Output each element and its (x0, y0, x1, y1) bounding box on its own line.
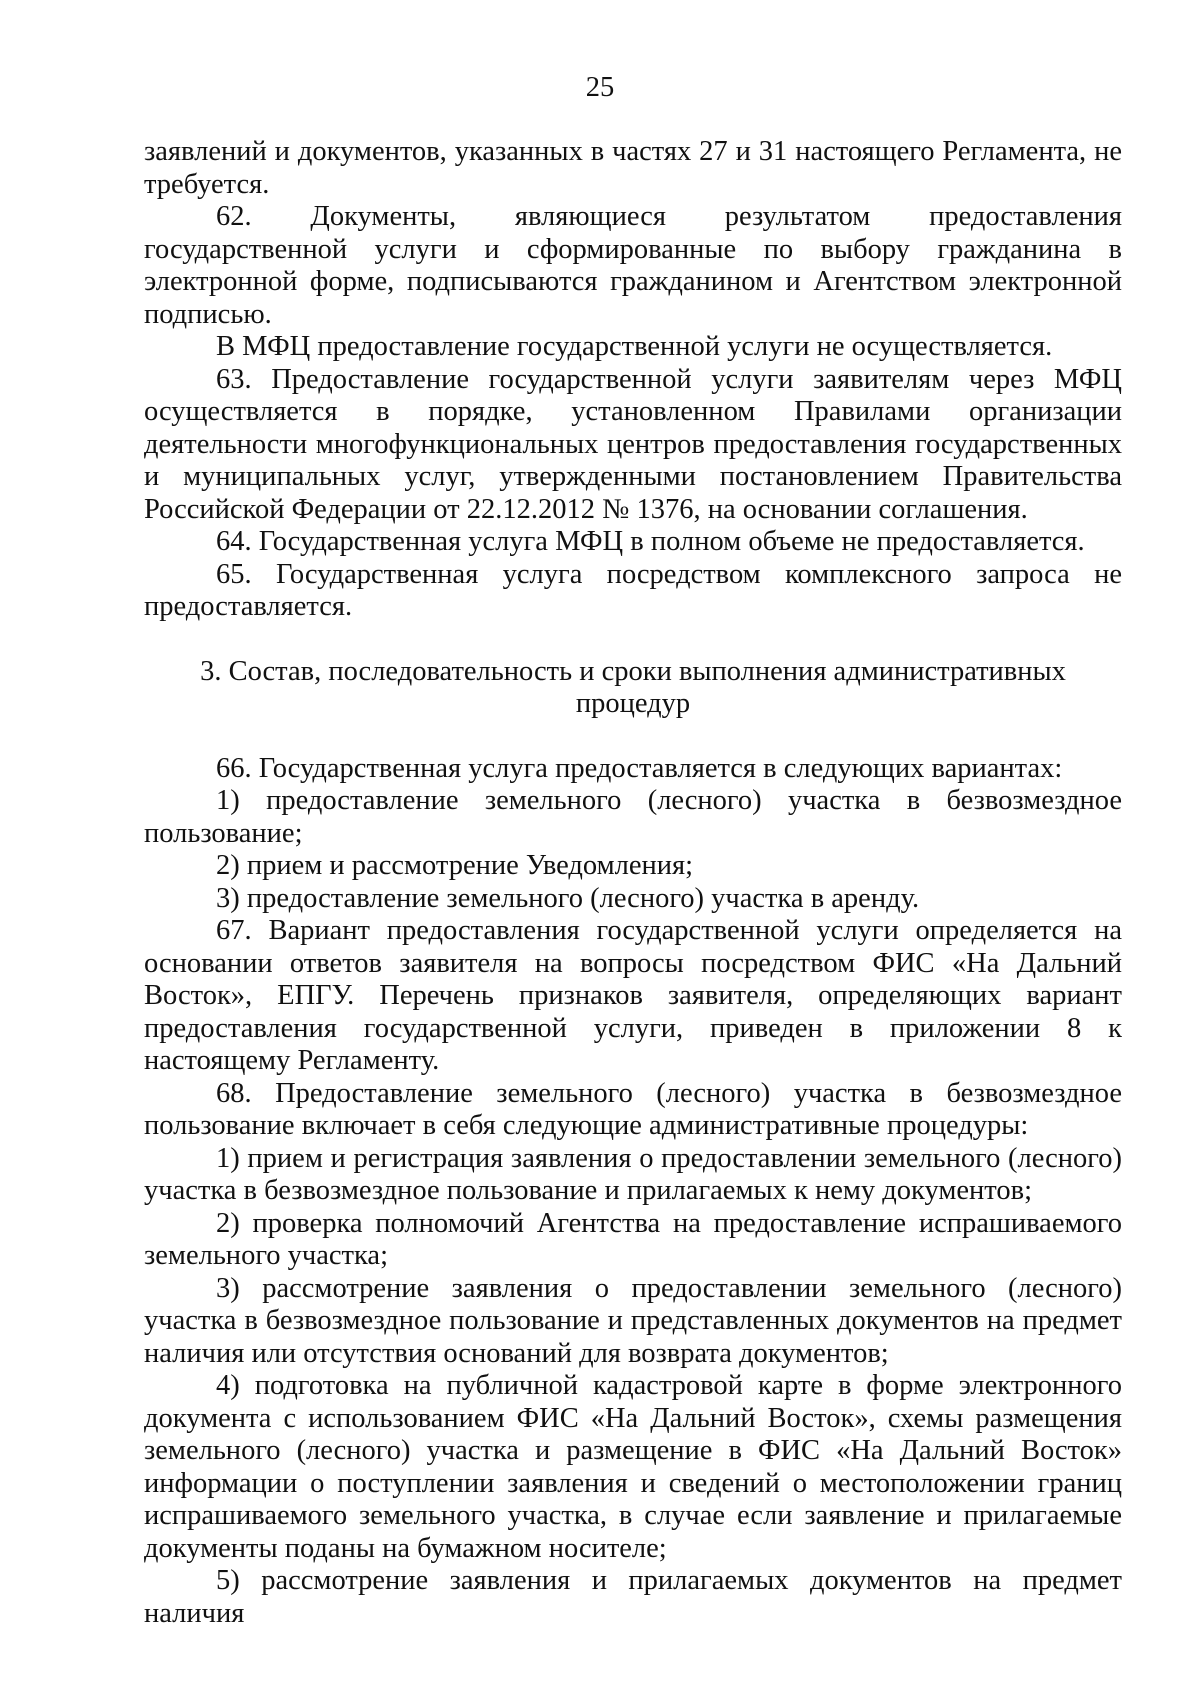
list-item-68-1: 1) прием и регистрация заявления о предоставлении земельного (лесного) участка в безвозмездное пользование и прилагаемых к нему документов; (144, 1142, 1122, 1206)
document-body (144, 136, 1122, 1630)
paragraph-mfc-note: В МФЦ предоставление государственной услуги не осуществляется. (216, 331, 1053, 362)
list-item-66-1: 1) предоставление земельного (лесного) участка в безвозмездное пользование; (144, 785, 1122, 849)
list-item-68-3: 3) рассмотрение заявления о предоставлении земельного (лесного) участка в безвозмездное пользование и представленных документов на предмет наличия или отсутствия оснований для возврата документов; (144, 1272, 1122, 1369)
paragraph-67: 67. Вариант предоставления государственной услуги определяется на основании ответов заявителя на вопросы посредством ФИС «На Дальний Восток», ЕПГУ. Перечень признаков заявителя, определяющих вариант предоставления государственной услуги, приведен в приложении 8 к настоящему Регламенту. (144, 915, 1122, 1076)
list-item-66-3: 3) предоставление земельного (лесного) участка в аренду. (216, 882, 920, 914)
paragraph-63: 63. Предоставление государственной услуги заявителям через МФЦ осуществляется в порядке, установленном Правилами организации деятельности многофункциональных центров предоставления государственных и муниципальных услуг, утвержденными постановлением Правительства Российской Федерации от 22.12.2012 № 1376, на основании соглашения. (144, 363, 1122, 525)
page-number: 25 (585, 72, 615, 103)
list-item-68-4: 4) подготовка на публичной кадастровой карте в форме электронного документа с использованием ФИС «На Дальний Восток», схемы размещения земельного (лесного) участка и размещение в ФИС «На Дальний Восток» информации о поступлении заявления и сведений о местоположении границ испрашиваемого земельного участка, в случае если заявление и прилагаемые документы поданы на бумажном носителе; (144, 1370, 1122, 1564)
paragraph-65: 65. Государственная услуга посредством комплексного запроса не предоставляется. (144, 558, 1122, 622)
list-item-66-2: 2) прием и рассмотрение Уведомления; (216, 850, 694, 881)
paragraph-62: 62. Документы, являющиеся результатом предоставления государственной услуги и сформированные по выбору гражданина в электронной форме, подписываются гражданином и Агентством электронной подписью. (144, 201, 1122, 330)
paragraph-66: 66. Государственная услуга предоставляется в следующих вариантах: (216, 752, 1063, 784)
paragraph-68: 68. Предоставление земельного (лесного) участка в безвозмездное пользование включает в себя следующие административные процедуры: (144, 1077, 1122, 1141)
list-item-68-2: 2) проверка полномочий Агентства на предоставление испрашиваемого земельного участка; (144, 1207, 1122, 1271)
paragraph-continuation: заявлений и документов, указанных в частях 27 и 31 настоящего Регламента, не требуется. (144, 136, 1122, 200)
list-item-68-5: 5) рассмотрение заявления и прилагаемых документов на предмет наличия (144, 1565, 1122, 1629)
section-heading: 3. Состав, последовательность и сроки выполнения административных процедур (200, 655, 1066, 719)
paragraph-64: 64. Государственная услуга МФЦ в полном объеме не предоставляется. (216, 526, 1085, 557)
